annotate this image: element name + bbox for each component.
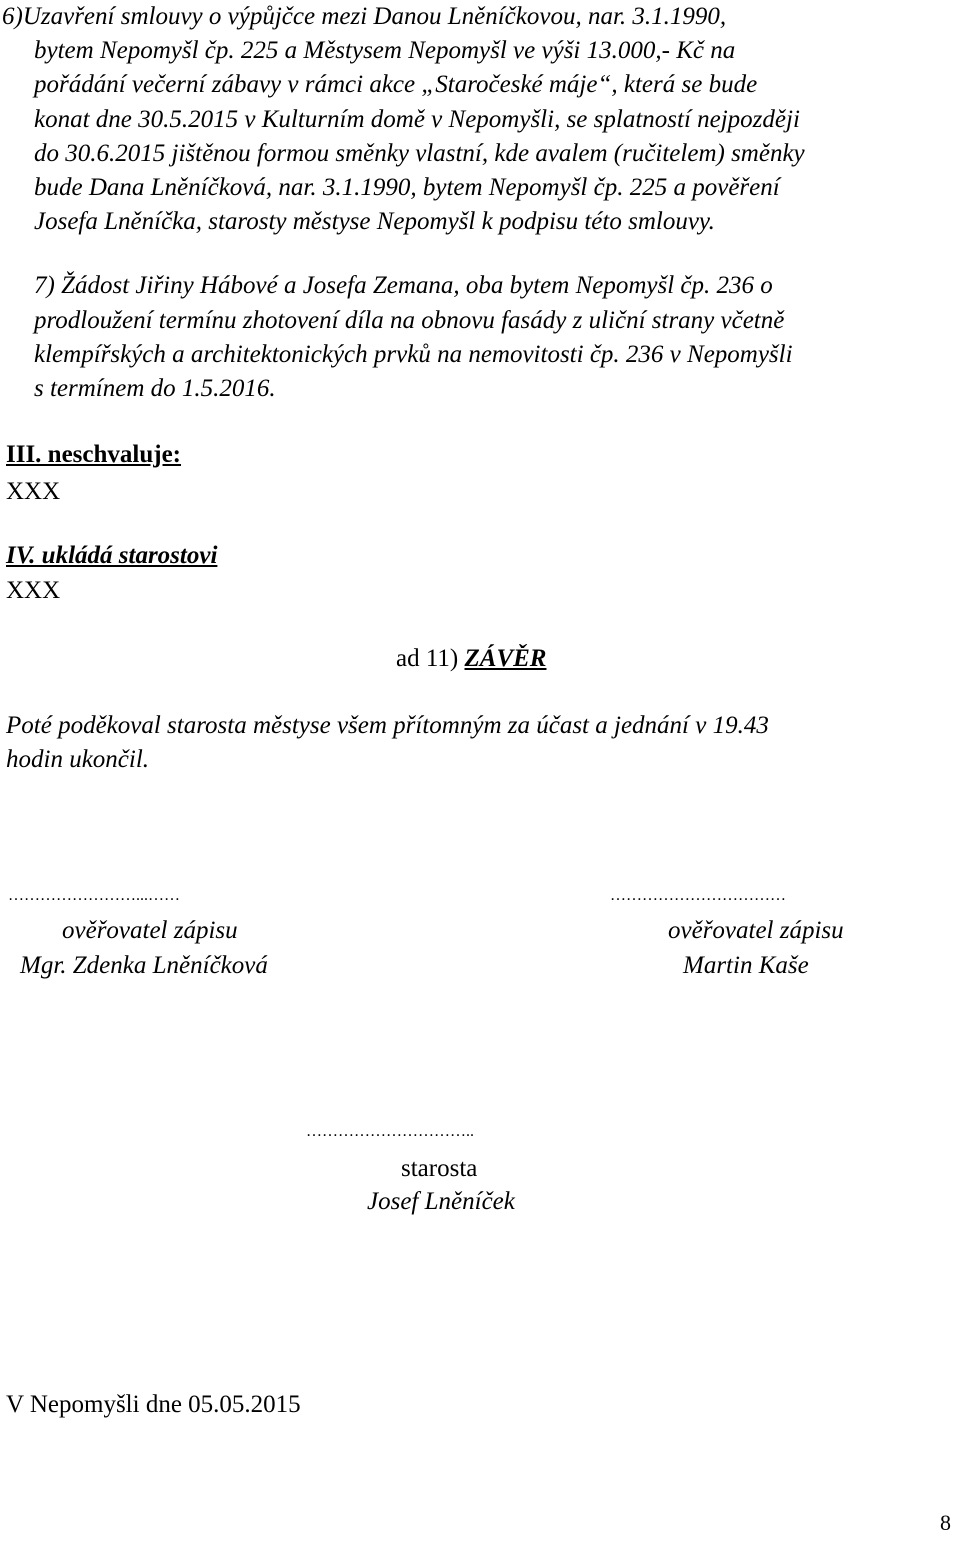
- section-3-body: XXX: [6, 478, 61, 505]
- page-number: 8: [940, 1510, 951, 1535]
- signature-mayor-name: Josef Lněníček: [367, 1188, 515, 1215]
- signature-mayor-dots: …………………………..: [306, 1123, 474, 1140]
- closing-heading: [396, 646, 546, 671]
- signature-mayor-role: starosta: [401, 1155, 478, 1182]
- closing-line: Poté poděkoval starosta městyse všem přítomným za účast a jednání v 19.43: [6, 712, 769, 739]
- signature-left-dots: ……………………...……: [8, 887, 180, 904]
- item-6-line: bude Dana Lněníčková, nar. 3.1.1990, bytem Nepomyšl čp. 225 a pověření: [34, 174, 780, 201]
- signature-right-role: ověřovatel zápisu: [668, 917, 844, 944]
- signature-right-dots: ……………………………: [610, 887, 786, 904]
- item-6-line: konat dne 30.5.2015 v Kulturním domě v Nepomyšli, se splatností nejpozději: [34, 106, 800, 133]
- signature-left-name: Mgr. Zdenka Lněníčková: [20, 952, 268, 979]
- item-7-line: klempířských a architektonických prvků na nemovitosti čp. 236 v Nepomyšli: [34, 341, 793, 368]
- item-7-line: prodloužení termínu zhotovení díla na obnovu fasády z uliční strany včetně: [34, 307, 785, 334]
- section-4-body: XXX: [6, 577, 61, 604]
- closing-title: ZÁVĚR: [464, 645, 547, 672]
- item-6-line: bytem Nepomyšl čp. 225 a Městysem Nepomyšl ve výši 13.000,- Kč na: [34, 37, 736, 64]
- item-7-line: s termínem do 1.5.2016.: [34, 375, 276, 402]
- item-6-line: 6)Uzavření smlouvy o výpůjčce mezi Danou Lněníčkovou, nar. 3.1.1990,: [2, 3, 727, 30]
- closing-prefix: ad 11): [396, 645, 465, 672]
- signature-right-name: Martin Kaše: [683, 952, 809, 979]
- item-6-line: pořádání večerní zábavy v rámci akce „Staročeské máje“, která se bude: [34, 71, 758, 98]
- section-4-heading: IV. ukládá starostovi: [6, 542, 218, 569]
- item-6-line: Josefa Lněníčka, starosty městyse Nepomyšl k podpisu této smlouvy.: [34, 208, 715, 235]
- place-date: V Nepomyšli dne 05.05.2015: [6, 1391, 301, 1418]
- item-7-line: 7) Žádost Jiřiny Hábové a Josefa Zemana, oba bytem Nepomyšl čp. 236 o: [34, 272, 773, 299]
- item-6-line: do 30.6.2015 jištěnou formou směnky vlastní, kde avalem (ručitelem) směnky: [34, 140, 805, 167]
- signature-left-role: ověřovatel zápisu: [62, 917, 238, 944]
- section-3-heading: III. neschvaluje:: [6, 441, 182, 468]
- closing-line: hodin ukončil.: [6, 746, 150, 773]
